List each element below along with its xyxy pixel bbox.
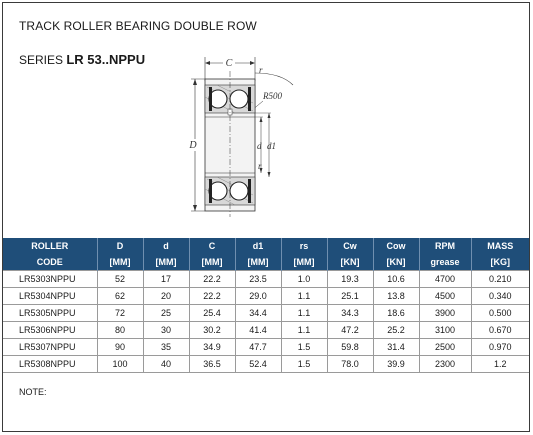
cell-code: LR5304NPPU xyxy=(3,288,97,305)
dim-label-r-bottom: r xyxy=(258,161,262,171)
unit-mass: [KG] xyxy=(471,254,529,271)
cell-D: 72 xyxy=(97,305,143,322)
cell-D: 100 xyxy=(97,356,143,373)
header-Cow: Cow xyxy=(373,238,419,254)
cell-d1: 52.4 xyxy=(235,356,281,373)
cell-d1: 23.5 xyxy=(235,271,281,288)
header-rpm: RPM xyxy=(419,238,471,254)
table-row xyxy=(3,356,529,373)
series-prefix: SERIES xyxy=(19,53,67,67)
cell-Cow: 31.4 xyxy=(373,339,419,356)
cell-code: LR5305NPPU xyxy=(3,305,97,322)
cell-Cow: 13.8 xyxy=(373,288,419,305)
datasheet-frame xyxy=(2,2,530,432)
table-header-row-1 xyxy=(3,238,529,254)
cell-rs: 1.0 xyxy=(281,271,327,288)
dim-label-R: R500 xyxy=(263,91,282,101)
cell-d: 20 xyxy=(143,288,189,305)
table-header-row-2 xyxy=(3,254,529,271)
cell-d1: 29.0 xyxy=(235,288,281,305)
header-D: D xyxy=(97,238,143,254)
note-label: NOTE: xyxy=(19,387,47,397)
cell-d: 35 xyxy=(143,339,189,356)
cell-d1: 41.4 xyxy=(235,322,281,339)
cell-D: 90 xyxy=(97,339,143,356)
cell-C: 25.4 xyxy=(189,305,235,322)
series-name: LR 53..NPPU xyxy=(66,52,146,67)
cell-D: 62 xyxy=(97,288,143,305)
header-Cw: Cw xyxy=(327,238,373,254)
cell-rs: 1.5 xyxy=(281,356,327,373)
unit-D: [MM] xyxy=(97,254,143,271)
unit-Cw: [KN] xyxy=(327,254,373,271)
table-row xyxy=(3,271,529,288)
cell-rpm: 2500 xyxy=(419,339,471,356)
cell-d1: 34.4 xyxy=(235,305,281,322)
cell-mass: 0.210 xyxy=(471,271,529,288)
cell-d: 17 xyxy=(143,271,189,288)
cell-Cow: 10.6 xyxy=(373,271,419,288)
cell-C: 22.2 xyxy=(189,271,235,288)
header-code: CODE xyxy=(3,254,97,271)
header-C: C xyxy=(189,238,235,254)
cell-d: 30 xyxy=(143,322,189,339)
cell-rpm: 3100 xyxy=(419,322,471,339)
cell-rpm: 2300 xyxy=(419,356,471,373)
table-row xyxy=(3,305,529,322)
table-row xyxy=(3,288,529,305)
cell-mass: 1.2 xyxy=(471,356,529,373)
cell-Cow: 39.9 xyxy=(373,356,419,373)
cell-rs: 1.5 xyxy=(281,339,327,356)
cell-code: LR5308NPPU xyxy=(3,356,97,373)
series-line xyxy=(19,52,145,67)
cell-C: 22.2 xyxy=(189,288,235,305)
unit-Cow: [KN] xyxy=(373,254,419,271)
cell-rs: 1.1 xyxy=(281,288,327,305)
dim-label-r-top: r xyxy=(259,65,263,75)
unit-rs: [MM] xyxy=(281,254,327,271)
cell-d1: 47.7 xyxy=(235,339,281,356)
cell-Cw: 34.3 xyxy=(327,305,373,322)
cell-rs: 1.1 xyxy=(281,322,327,339)
cell-Cw: 25.1 xyxy=(327,288,373,305)
cell-code: LR5306NPPU xyxy=(3,322,97,339)
cell-rpm: 3900 xyxy=(419,305,471,322)
bearing-cross-section-drawing xyxy=(181,51,301,221)
cell-mass: 0.970 xyxy=(471,339,529,356)
table-row xyxy=(3,339,529,356)
header-mass: MASS xyxy=(471,238,529,254)
header-d1: d1 xyxy=(235,238,281,254)
dim-label-D: D xyxy=(189,140,197,151)
unit-C: [MM] xyxy=(189,254,235,271)
specifications-table xyxy=(3,238,529,373)
table-row xyxy=(3,322,529,339)
header-rs: rs xyxy=(281,238,327,254)
cell-Cow: 25.2 xyxy=(373,322,419,339)
datasheet-title: TRACK ROLLER BEARING DOUBLE ROW xyxy=(19,19,257,33)
cell-Cw: 19.3 xyxy=(327,271,373,288)
cell-Cw: 78.0 xyxy=(327,356,373,373)
cell-rpm: 4700 xyxy=(419,271,471,288)
cell-d: 25 xyxy=(143,305,189,322)
cell-D: 80 xyxy=(97,322,143,339)
dim-label-d1: d1 xyxy=(267,141,276,151)
header-roller: ROLLER xyxy=(3,238,97,254)
cell-Cw: 47.2 xyxy=(327,322,373,339)
cell-mass: 0.670 xyxy=(471,322,529,339)
cell-rs: 1.1 xyxy=(281,305,327,322)
cell-C: 30.2 xyxy=(189,322,235,339)
header-d: d xyxy=(143,238,189,254)
cell-Cow: 18.6 xyxy=(373,305,419,322)
datasheet-header xyxy=(3,3,529,239)
cell-mass: 0.340 xyxy=(471,288,529,305)
unit-rpm: grease xyxy=(419,254,471,271)
cell-D: 52 xyxy=(97,271,143,288)
cell-d: 40 xyxy=(143,356,189,373)
dim-label-C: C xyxy=(225,58,233,69)
cell-Cw: 59.8 xyxy=(327,339,373,356)
cell-code: LR5303NPPU xyxy=(3,271,97,288)
cell-code: LR5307NPPU xyxy=(3,339,97,356)
dim-label-d: d xyxy=(257,141,262,151)
cell-C: 34.9 xyxy=(189,339,235,356)
unit-d: [MM] xyxy=(143,254,189,271)
cell-C: 36.5 xyxy=(189,356,235,373)
cell-mass: 0.500 xyxy=(471,305,529,322)
unit-d1: [MM] xyxy=(235,254,281,271)
cell-rpm: 4500 xyxy=(419,288,471,305)
